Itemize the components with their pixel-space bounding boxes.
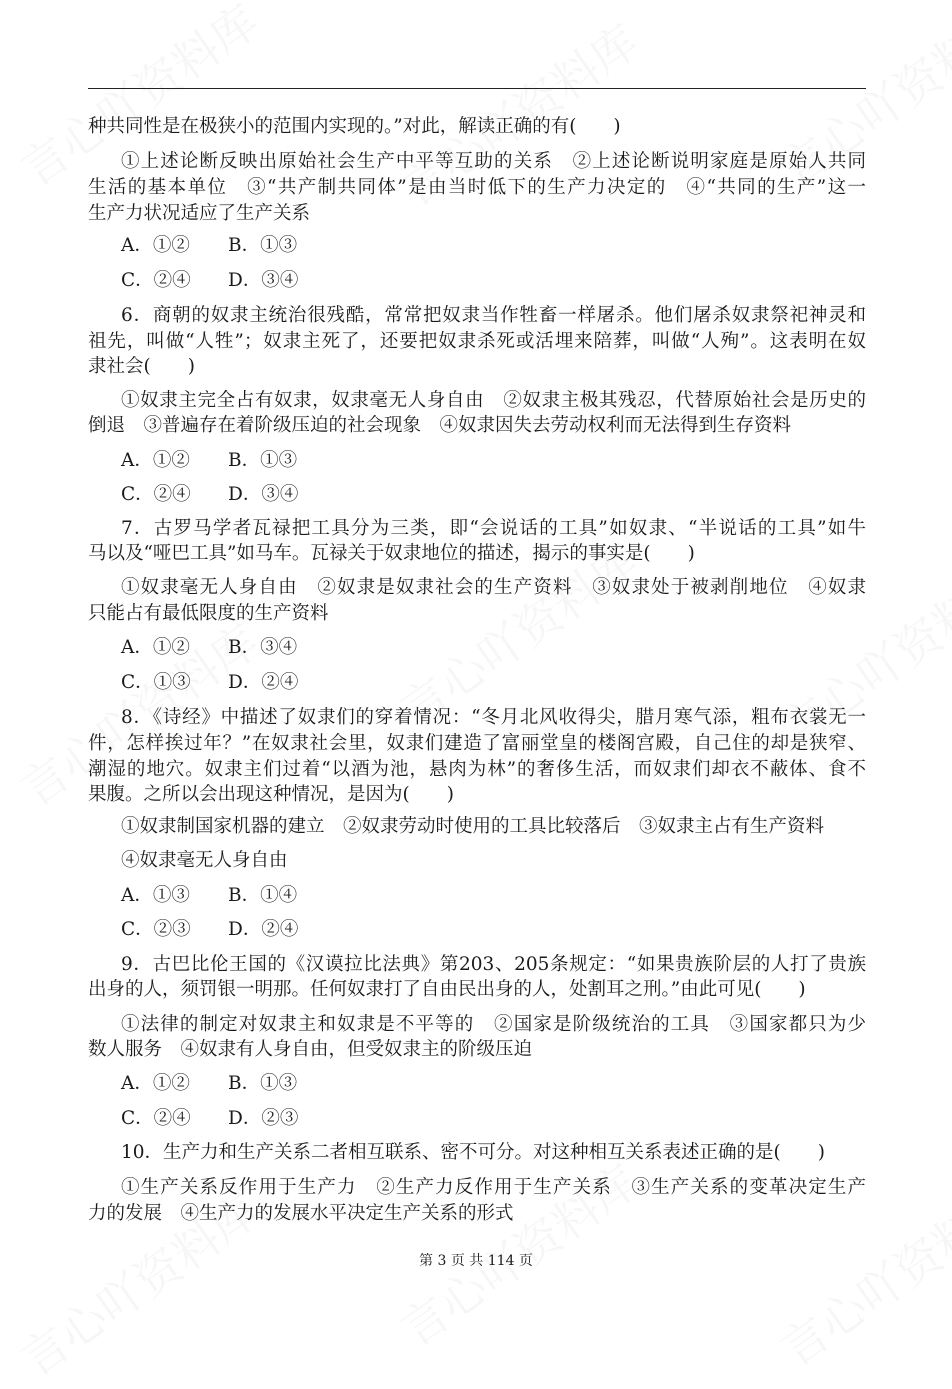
option-a: A．①② [121, 1073, 190, 1094]
page-number: 第 3 页 共 114 页 [419, 1253, 533, 1269]
option-a: A．①③ [121, 885, 190, 906]
option-a: A．①② [121, 450, 190, 471]
statement-text: 只能占有最低限度的生产资料 [88, 603, 329, 624]
option-b: B．①③ [228, 1073, 298, 1094]
option-b: B．①③ [228, 235, 298, 256]
option-c: C．②④ [121, 270, 191, 291]
statement-text: 生产力状况适应了生产关系 [88, 203, 311, 224]
question-text: 潮湿的地穴。奴隶主们过着“以酒为池，悬肉为林”的奢侈生活，而奴隶们却衣不蔽体、食不 [88, 759, 866, 780]
question-text: 8．《诗经》中描述了奴隶们的穿着情况：“冬月北风收得尖，腊月寒气添，粗布衣裳无一 [121, 707, 866, 728]
statement-text: ④奴隶毫无人身自由 [121, 850, 288, 871]
statement-text: ①法律的制定对奴隶主和奴隶是不平等的 ②国家是阶级统治的工具 ③国家都只为少 [121, 1014, 866, 1035]
option-c: C．②④ [121, 1108, 191, 1129]
option-b: B．①④ [228, 885, 298, 906]
option-a: A．①② [121, 637, 190, 658]
question-text: 祖先，叫做“人牲”；奴隶主死了，还要把奴隶杀死或活埋来陪葬，叫做“人殉”。这表明在奴 [88, 331, 866, 352]
option-a: A．①② [121, 235, 190, 256]
option-b: B．①③ [228, 450, 298, 471]
option-d: D．②③ [228, 1108, 299, 1129]
question-text: 出身的人，须罚银一明那。任何奴隶打了自由民出身的人，处割耳之刑。”由此可见( ) [88, 979, 806, 1000]
option-d: D．②④ [228, 919, 299, 940]
question-text: 7．古罗马学者瓦禄把工具分为三类，即“会说话的工具”如奴隶、“半说话的工具”如牛 [121, 518, 866, 539]
question-text: 马以及“哑巴工具”如马车。瓦禄关于奴隶地位的描述，揭示的事实是( ) [88, 543, 695, 564]
option-b: B．③④ [228, 637, 298, 658]
statement-text: ①奴隶制国家机器的建立 ②奴隶劳动时使用的工具比较落后 ③奴隶主占有生产资料 [121, 816, 825, 837]
statement-text: ①奴隶主完全占有奴隶，奴隶毫无人身自由 ②奴隶主极其残忍，代替原始社会是历史的 [121, 390, 866, 411]
option-d: D．③④ [228, 270, 299, 291]
option-c: C．②③ [121, 919, 191, 940]
question-text: 9．古巴比伦王国的《汉谟拉比法典》第203、205条规定：“如果贵族阶层的人打了贵族 [121, 954, 866, 975]
statement-text: ①奴隶毫无人身自由 ②奴隶是奴隶社会的生产资料 ③奴隶处于被剥削地位 ④奴隶 [121, 577, 866, 598]
statement-text: ①上述论断反映出原始社会生产中平等互助的关系 ②上述论断说明家庭是原始人共同 [121, 151, 866, 172]
question-text: 果腹。之所以会出现这种情况，是因为( ) [88, 784, 454, 805]
question-text: 隶社会( ) [88, 356, 195, 377]
question-text: 种共同性是在极狭小的范围内实现的。”对此，解读正确的有( ) [88, 116, 621, 137]
statement-text: 力的发展 ④生产力的发展水平决定生产关系的形式 [88, 1203, 514, 1224]
question-text: 件，怎样挨过年？”在奴隶社会里，奴隶们建造了富丽堂皇的楼阁宫殿，自己住的却是狭窄、 [88, 733, 866, 754]
option-c: C．①③ [121, 672, 191, 693]
statement-text: 生活的基本单位 ③“共产制共同体”是由当时低下的生产力决定的 ④“共同的生产”这一 [88, 177, 866, 198]
question-text: 6．商朝的奴隶主统治很残酷，常常把奴隶当作牲畜一样屠杀。他们屠杀奴隶祭祀神灵和 [121, 305, 866, 326]
statement-text: 数人服务 ④奴隶有人身自由，但受奴隶主的阶级压迫 [88, 1039, 533, 1060]
option-d: D．②④ [228, 672, 299, 693]
statement-text: 倒退 ③普遍存在着阶级压迫的社会现象 ④奴隶因失去劳动权利而无法得到生存资料 [88, 415, 792, 436]
option-c: C．②④ [121, 484, 191, 505]
header-rule [88, 88, 866, 89]
option-d: D．③④ [228, 484, 299, 505]
question-text: 10．生产力和生产关系二者相互联系、密不可分。对这种相互关系表述正确的是( ) [121, 1142, 825, 1163]
statement-text: ①生产关系反作用于生产力 ②生产力反作用于生产关系 ③生产关系的变革决定生产 [121, 1177, 866, 1198]
